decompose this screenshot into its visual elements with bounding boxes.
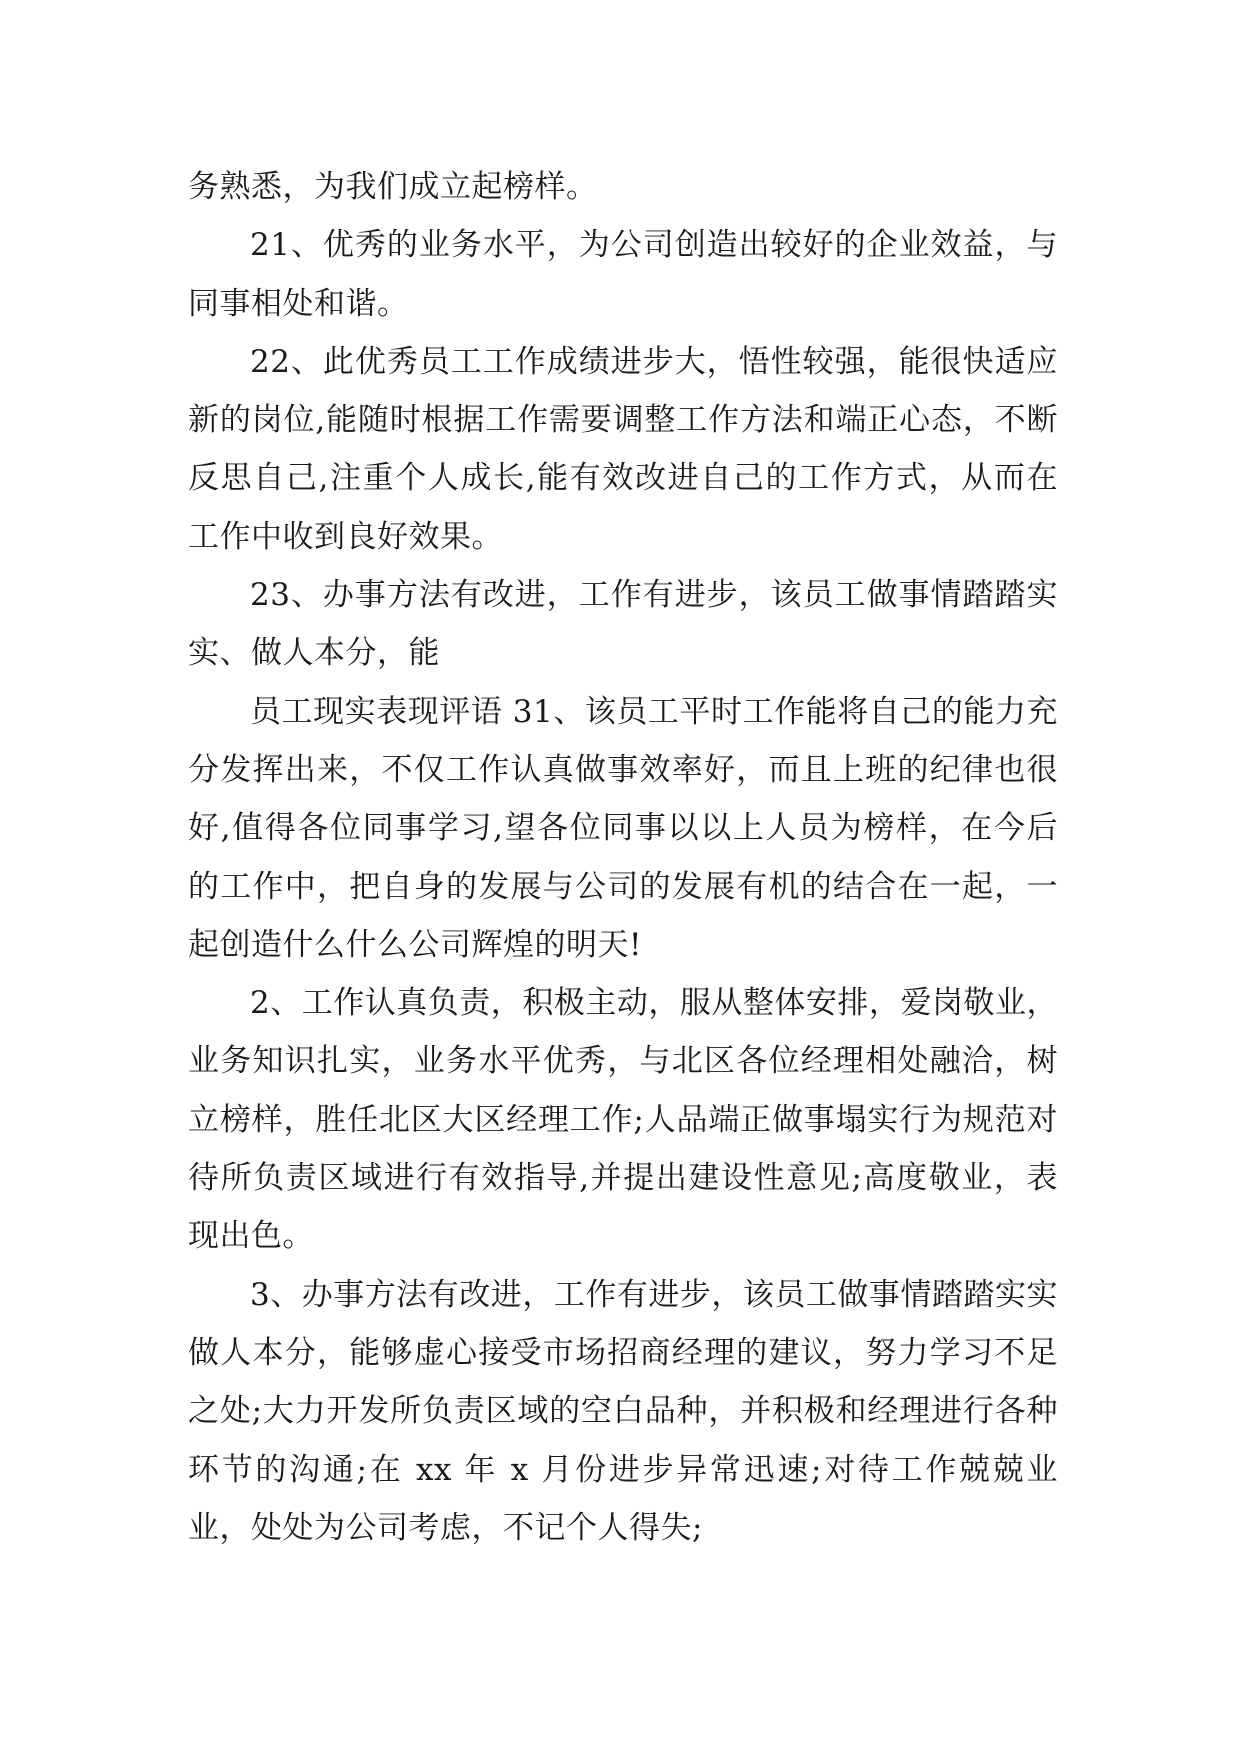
paragraph: 2、工作认真负责，积极主动，服从整体安排，爱岗敬业，业务知识扎实，业务水平优秀，与北区各位经理相处融洽，树立榜样，胜任北区大区经理工作;人品端正做事塌实行为规范对待所负责区域进行有效指导,并提出建设性意见;高度敬业，表现出色。 (188, 985, 1058, 1255)
paragraph: 务熟悉，为我们成立起榜样。 (188, 169, 598, 205)
paragraph: 23、办事方法有改进，工作有进步，该员工做事情踏踏实实、做人本分，能 (188, 577, 1058, 672)
paragraph: 员工现实表现评语 31、该员工平时工作能将自己的能力充分发挥出来，不仅工作认真做事效率好，而且上班的纪律也很好,值得各位同事学习,望各位同事以以上人员为榜样，在今后的工作中，把自身的发展与公司的发展有机的结合在一起，一起创造什么什么公司辉煌的明天! (188, 693, 1058, 963)
paragraph: 22、此优秀员工工作成绩进步大，悟性较强，能很快适应新的岗位,能随时根据工作需要调整工作方法和端正心态，不断反思自己,注重个人成长,能有效改进自己的工作方式，从而在工作中收到良好效果。 (188, 343, 1058, 555)
paragraph: 21、优秀的业务水平，为公司创造出较好的企业效益，与同事相处和谐。 (188, 227, 1058, 322)
document-body (188, 158, 1058, 1557)
paragraph: 3、办事方法有改进，工作有进步，该员工做事情踏踏实实做人本分，能够虚心接受市场招商经理的建议，努力学习不足之处;大力开发所负责区域的空白品种，并积极和经理进行各种环节的沟通;在 xx 年 x 月份进步异常迅速;对待工作兢兢业业，处处为公司考虑，不记个人得失; (188, 1276, 1058, 1546)
